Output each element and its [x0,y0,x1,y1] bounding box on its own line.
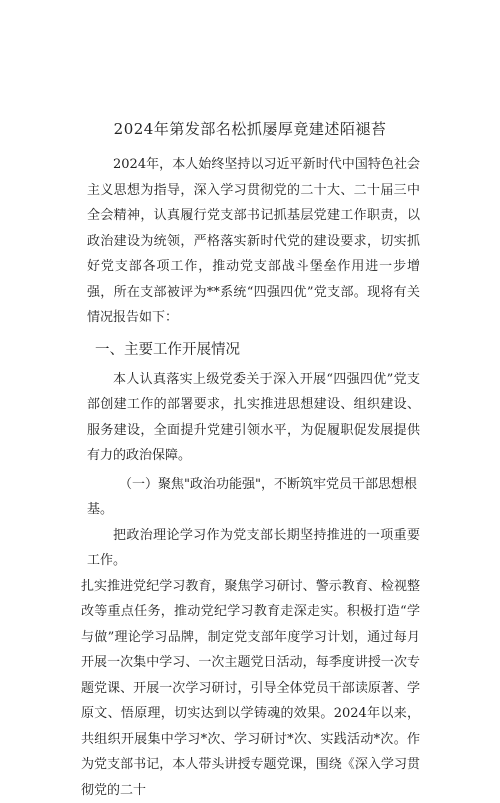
section-heading-1: 一、主要工作开展情况 [87,334,420,367]
subsection-1-body: 扎实推进党纪学习教育，聚焦学习研讨、警示教育、检视整改等重点任务，推动党纪学习教育走深走实。积极打造“学与做”理论学习品牌，制定党支部年度学习计划，通过每月开展一次集中学习、一次主题党日活动，每季度讲授一次专题党课、开展一次学习研讨，引导全体党员干部读原著、学原文、悟原理，切实达到以学铸魂的效果。2024年以来，共组织开展集中学习*次、学习研讨*次、实践活动*次。作为党支部书记，本人带头讲授专题党课，围绕《深入学习贯彻党的二十 [81,574,420,803]
intro-paragraph: 2024年，本人始终坚持以习近平新时代中国特色社会主义思想为指导，深入学习贯彻党的二十大、二十届三中全会精神，认真履行党支部书记抓基层党建工作职责，以政治建设为统领，严格落实新时代党的建设要求，切实抓好党支部各项工作，推动党支部战斗堡垒作用进一步增强，所在支部被评为**系统“四强四优”党支部。现将有关情况报告如下： [87,152,420,331]
subsection-1-lead: 把政治理论学习作为党支部长期坚持推进的一项重要工作。 [87,523,420,574]
subsection-heading-1: （一）聚焦"政治功能强"，不断筑牢党员干部思想根基。 [87,472,420,523]
section-1-paragraph: 本人认真落实上级党委关于深入开展“四强四优”党支部创建工作的部署要求，扎实推进思想建设、组织建设、服务建设，全面提升党建引领水平，为促履职促发展提供有力的政治保障。 [87,367,420,469]
document-title: 2024年第发部名松抓屡厚竟建述陌褪苔 [0,118,500,139]
document-body [87,152,420,803]
